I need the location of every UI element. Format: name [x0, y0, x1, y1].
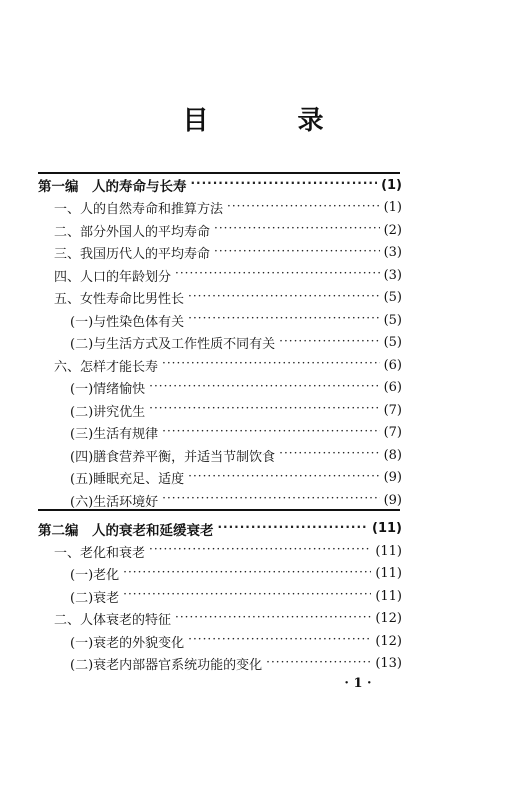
toc-dot-leader: [162, 426, 379, 440]
toc-dot-leader: [191, 178, 378, 192]
toc-part-row[interactable]: [38, 518, 402, 540]
toc-section-row[interactable]: [54, 608, 402, 630]
toc-entry-label: 四、人口的年龄划分: [54, 269, 172, 285]
toc-subsection-row[interactable]: [70, 630, 402, 652]
toc-entry-label: (一)与性染色体有关: [70, 314, 185, 330]
toc-entry-label: 一、人的自然寿命和推算方法: [54, 202, 224, 217]
toc-page-number: (2): [383, 222, 402, 238]
toc-entry-label: (三)生活有规律: [70, 427, 159, 442]
toc-dot-leader: [162, 493, 379, 507]
toc-dot-leader: [149, 381, 379, 395]
toc-entry-label: 第二编 人的衰老和延缓衰老: [38, 522, 214, 539]
toc-page-number: (5): [383, 312, 402, 328]
toc-page-number: (11): [375, 543, 402, 559]
toc-dot-leader: [214, 223, 380, 237]
toc-entry-label: (一)情绪愉快: [70, 382, 146, 397]
toc-page-number: (8): [383, 447, 402, 463]
toc-entry-label: 二、部分外国人的平均寿命: [54, 224, 211, 240]
toc-dot-leader: [175, 268, 380, 282]
page-title: 目 录: [182, 106, 364, 136]
toc-page-number: (3): [383, 267, 402, 283]
toc-page-number: (7): [383, 402, 402, 418]
toc-section-row[interactable]: [54, 197, 402, 219]
toc-page-number: (5): [383, 335, 402, 350]
toc-entry-label: (六)生活环境好: [70, 494, 159, 510]
divider-mid: [38, 509, 400, 511]
toc-entry-label: 一、老化和衰老: [54, 545, 146, 561]
toc-subsection-row[interactable]: [70, 377, 402, 399]
toc-entry-label: 第一编 人的寿命与长寿: [38, 179, 187, 195]
toc-subsection-row[interactable]: [70, 399, 402, 421]
toc-entry-label: 二、人体衰老的特征: [54, 613, 172, 628]
toc-entry-label: 六、怎样才能长寿: [54, 359, 159, 375]
toc-entry-label: (二)衰老: [70, 590, 120, 606]
toc-dot-leader: [188, 291, 380, 305]
toc-page-number: (3): [383, 245, 402, 260]
toc-dot-leader: [188, 634, 371, 648]
toc-subsection-row[interactable]: [70, 653, 402, 675]
toc-entry-label: (二)与生活方式及工作性质不同有关: [70, 337, 276, 352]
toc-entry-label: (一)老化: [70, 568, 120, 583]
toc-subsection-row[interactable]: [70, 489, 402, 511]
toc-page-number: (12): [375, 633, 402, 649]
toc-entry-label: (五)睡眠充足、适度: [70, 472, 185, 487]
toc-section-row[interactable]: [54, 287, 402, 309]
toc-dot-leader: [188, 471, 379, 485]
toc-part-row[interactable]: [38, 174, 402, 196]
toc-page-number: (9): [383, 470, 402, 485]
toc-subsection-row[interactable]: [70, 467, 402, 489]
toc-dot-leader: [149, 403, 379, 417]
toc-page-number: (6): [383, 380, 402, 395]
toc-entry-label: 三、我国历代人的平均寿命: [54, 247, 211, 262]
toc-entry-label: (一)衰老的外貌变化: [70, 635, 185, 651]
toc-page-number: (11): [372, 521, 402, 536]
toc-dot-leader: [279, 448, 379, 462]
toc-section-row[interactable]: [54, 264, 402, 286]
toc-page-number: (5): [383, 290, 402, 305]
toc-subsection-row[interactable]: [70, 444, 402, 466]
toc-subsection-row[interactable]: [70, 585, 402, 607]
toc-section-row[interactable]: [54, 354, 402, 376]
toc-dot-leader: [123, 589, 371, 603]
toc-dot-leader: [188, 313, 379, 327]
toc-page-number: (1): [383, 200, 402, 215]
toc-page-number: (11): [375, 566, 402, 581]
toc-section-row[interactable]: [54, 540, 402, 562]
toc-page-number: (1): [381, 177, 402, 193]
toc-page-number: (6): [383, 357, 402, 373]
toc-subsection-row[interactable]: [70, 563, 402, 585]
toc-page-number: (12): [375, 611, 402, 626]
toc-dot-leader: [227, 201, 380, 215]
toc-page-number: (7): [383, 425, 402, 440]
toc-page-number: (13): [375, 656, 402, 671]
toc-entry-label: (四)膳食营养平衡，并适当节制饮食: [70, 449, 276, 465]
toc-section-row[interactable]: [54, 242, 402, 264]
toc-entry-label: (二)衰老内部器官系统功能的变化: [70, 658, 263, 673]
toc-entry-label: (二)讲究优生: [70, 404, 146, 420]
toc-dot-leader: [123, 567, 371, 581]
toc-dot-leader: [279, 336, 379, 350]
toc-subsection-row[interactable]: [70, 422, 402, 444]
toc-section-row[interactable]: [54, 219, 402, 241]
toc-dot-leader: [162, 358, 380, 372]
page-number: · 1 ·: [344, 676, 372, 691]
toc-subsection-row[interactable]: [70, 332, 402, 354]
toc-page-number: (11): [375, 588, 402, 604]
toc-page-number: (9): [383, 492, 402, 508]
toc-dot-leader: [149, 544, 371, 558]
toc-subsection-row[interactable]: [70, 309, 402, 331]
toc-dot-leader: [218, 522, 369, 536]
toc-entry-label: 五、女性寿命比男性长: [54, 292, 185, 307]
toc-dot-leader: [214, 246, 380, 260]
toc-dot-leader: [175, 612, 371, 626]
toc-dot-leader: [266, 657, 371, 671]
